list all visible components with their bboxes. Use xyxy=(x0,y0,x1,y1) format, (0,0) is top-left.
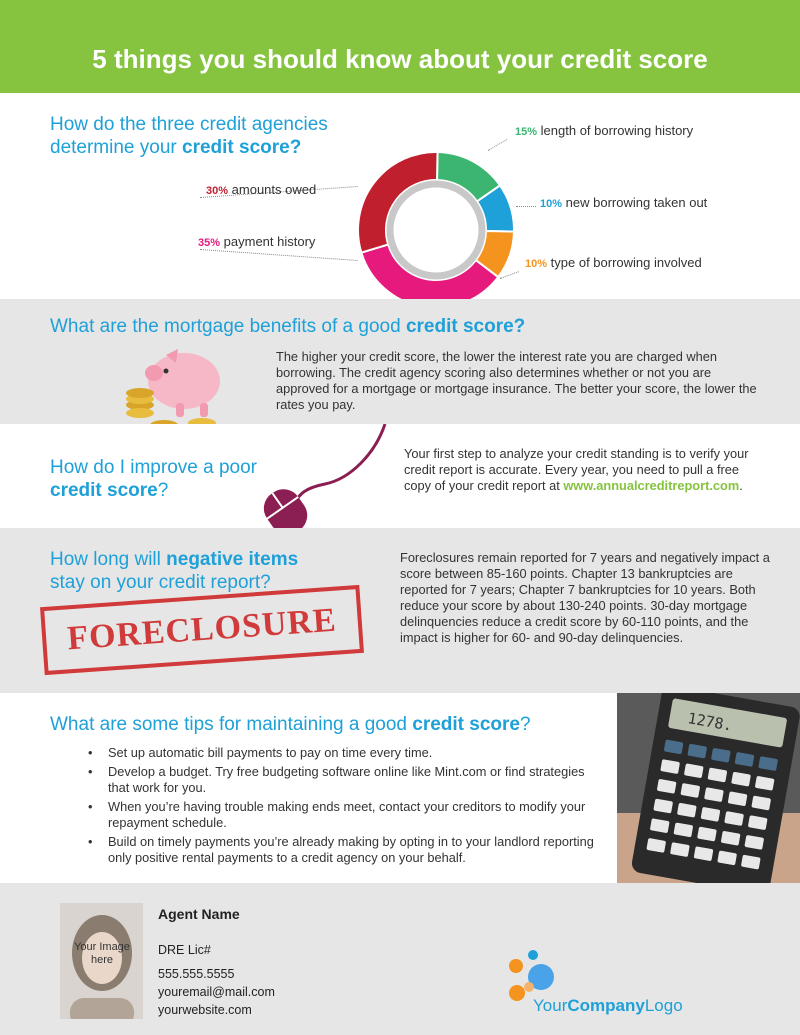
computer-mouse-icon xyxy=(255,424,390,534)
agencies-q-line1: How do the three credit agencies xyxy=(50,114,328,135)
label-payment-history: 35% payment history xyxy=(198,234,316,249)
agencies-section xyxy=(0,93,800,299)
label-type-borrowing: 10% type of borrowing involved xyxy=(525,255,702,270)
calculator-image xyxy=(617,693,800,883)
mortgage-question: What are the mortgage benefits of a good credit score? xyxy=(50,316,526,337)
agent-email[interactable]: youremail@mail.com xyxy=(158,985,275,999)
agencies-question xyxy=(50,113,370,159)
credit-score-donut-chart xyxy=(354,148,518,312)
tips-question: What are some tips for maintaining a good credit score? xyxy=(50,714,531,735)
agent-photo-placeholder xyxy=(60,903,143,1019)
agent-photo-text: Your Image here xyxy=(74,941,130,966)
agent-website[interactable]: yourwebsite.com xyxy=(158,1003,252,1017)
negative-question: How long will negative items stay on your credit report? xyxy=(50,549,299,593)
annualcreditreport-link[interactable]: www.annualcreditreport.com xyxy=(563,478,740,493)
tips-list xyxy=(90,745,600,869)
label-amounts-owed: 30% amounts owed xyxy=(206,182,317,197)
agent-phone: 555.555.5555 xyxy=(158,967,235,981)
page-title: 5 things you should know about your credit score xyxy=(92,44,708,74)
improve-body: Your first step to analyze your credit standing is to verify your credit report is accurate. Every year, you need to pull a free copy of your credit report at www.annualcreditreport.com. xyxy=(404,446,749,493)
calculator-display: 1278. xyxy=(686,709,734,735)
tip-item: • Set up automatic bill payments to pay on time every time. xyxy=(90,745,600,761)
agent-license: DRE Lic# xyxy=(158,943,211,957)
agent-footer xyxy=(0,883,800,1035)
negative-body: Foreclosures remain reported for 7 years and negatively impact a score between 85-160 points. Chapter 13 bankruptcies are reported for 7 years; Chapter 7 bankruptcies for 10 years. Both reduce your score by about 130-240 points. 30-day mortgage delinquencies reduce a credit score by 60-110 points, and the impact is higher for 60- and 90-day delinquencies. xyxy=(400,550,770,645)
mortgage-section xyxy=(0,299,800,424)
agent-name: Agent Name xyxy=(158,906,240,922)
agencies-q-highlight: credit score? xyxy=(182,137,302,158)
label-length-history: 15% length of borrowing history xyxy=(515,123,694,138)
improve-section xyxy=(0,424,800,528)
leader-line-35 xyxy=(200,249,358,261)
tip-item: • Develop a budget. Try free budgeting software online like Mint.com or find strategies that work for you. xyxy=(90,764,600,796)
negative-items-section xyxy=(0,528,800,693)
mortgage-body: The higher your credit score, the lower the interest rate you are charged when borrowing. The credit agency scoring also determines whether or not you are approved for a mortgage or mortgage insurance. The better your score, the lower the rates you pay. xyxy=(276,349,757,412)
leader-line-10a xyxy=(516,206,536,207)
improve-question: How do I improve a poor credit score? xyxy=(50,457,257,501)
tips-section xyxy=(0,693,800,883)
header-banner xyxy=(0,0,800,93)
foreclosure-stamp: FORECLOSURE xyxy=(40,585,364,675)
piggy-bank-icon xyxy=(118,343,230,435)
tip-item: • When you’re having trouble making ends meet, contact your creditors to modify your repayment schedule. xyxy=(90,799,600,831)
tip-item: • Build on timely payments you’re already making by opting in to your landlord reporting only positive rental payments to a credit agency on your behalf. xyxy=(90,834,600,866)
company-logo-text: YourCompanyLogo xyxy=(533,996,683,1015)
label-new-borrowing: 10% new borrowing taken out xyxy=(540,195,708,210)
donut-inner-ring xyxy=(390,184,482,276)
agencies-q-line2: determine your xyxy=(50,137,177,158)
